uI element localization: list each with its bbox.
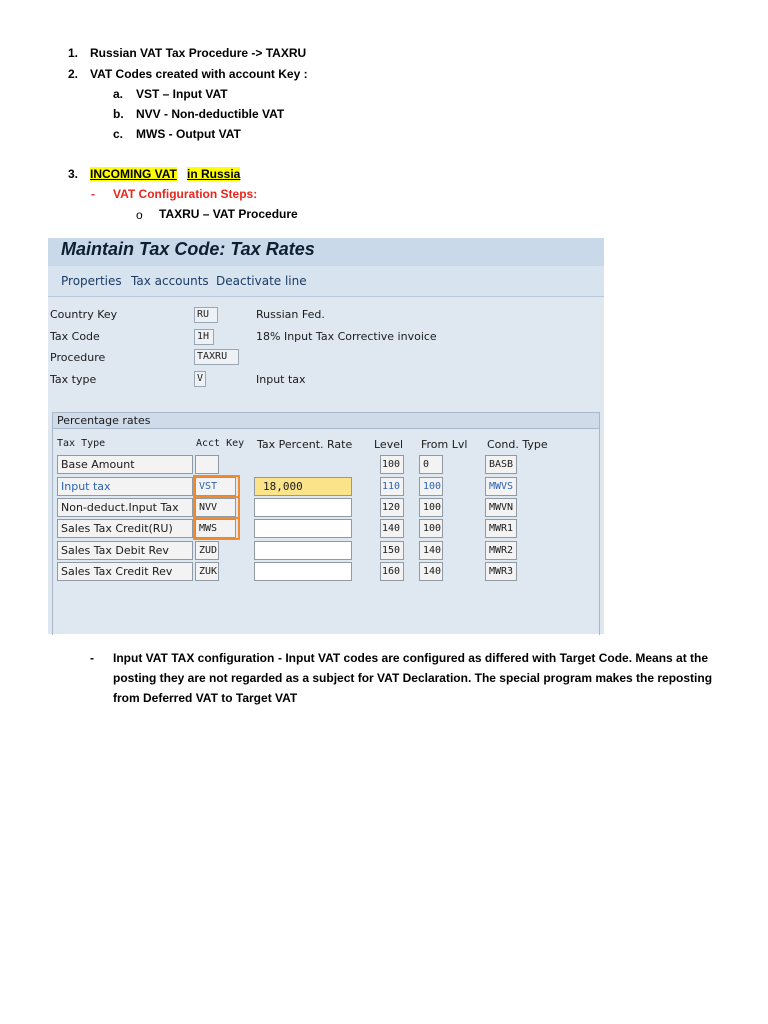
row-level[interactable]: 100 [380,455,404,474]
percentage-rates-group [52,412,600,635]
list-item-1: Russian VAT Tax Procedure -> TAXRU [90,46,307,60]
list-num-3: 3. [68,167,79,181]
row-from-lvl[interactable]: 140 [419,541,443,560]
procedure-label: Procedure [50,351,106,364]
row-acct-key[interactable]: NVV [195,498,236,517]
acct-key-highlight-box [193,496,240,519]
acct-key-highlight-box [193,517,240,540]
tax-type-description: Input tax [256,373,306,386]
row-acct-key[interactable]: ZUD [195,541,219,560]
col-cond-type: Cond. Type [487,438,548,451]
tax-type-field[interactable]: V [194,371,206,387]
bullet-marker: o [136,208,143,222]
tax-accounts-button[interactable]: Tax accounts [131,274,209,288]
tax-percent-rate-input[interactable] [254,541,352,560]
sap-tax-rates-screen [48,238,604,634]
tax-percent-rate-input[interactable] [254,562,352,581]
deactivate-line-button[interactable]: Deactivate line [216,274,307,288]
country-name: Russian Fed. [256,308,325,321]
sublist-item-b: NVV - Non-deductible VAT [136,107,285,121]
properties-button[interactable]: Properties [61,274,122,288]
row-level[interactable]: 110 [380,477,404,496]
group-header [53,413,599,429]
row-cond-type[interactable]: MWR1 [485,519,517,538]
sublist-item-a: VST – Input VAT [136,87,228,101]
row-cond-type[interactable]: MWR2 [485,541,517,560]
sublist-num-a: a. [113,87,124,101]
sublist-num-c: c. [113,127,124,141]
list-num-1: 1. [68,46,79,60]
col-level: Level [374,438,404,451]
row-level[interactable]: 120 [380,498,404,517]
row-tax-type: Sales Tax Credit(RU) [57,519,193,538]
row-cond-type[interactable]: MWVS [485,477,517,496]
country-key-label: Country Key [50,308,118,321]
row-cond-type[interactable]: MWR3 [485,562,517,581]
row-acct-key[interactable]: ZUK [195,562,219,581]
tax-percent-rate-input[interactable] [254,498,352,517]
tax-code-field[interactable]: 1H [194,329,214,345]
bottom-line-2: posting they are not regarded as a subject for VAT Declaration. The special program makes the reposting [113,671,713,685]
group-title: Percentage rates [57,414,151,427]
procedure-field[interactable]: TAXRU [194,349,239,365]
row-level[interactable]: 160 [380,562,404,581]
row-from-lvl[interactable]: 100 [419,498,443,517]
row-acct-key[interactable]: VST [195,477,236,496]
incoming-vat-highlight: INCOMING VAT [90,167,177,181]
sublist-item-c: MWS - Output VAT [136,127,241,141]
row-level[interactable]: 140 [380,519,404,538]
bottom-dash: - [90,651,94,665]
tax-code-description: 18% Input Tax Corrective invoice [256,330,437,343]
country-key-field[interactable]: RU [194,307,218,323]
row-from-lvl[interactable]: 140 [419,562,443,581]
in-russia-highlight: in Russia [187,167,241,181]
tax-code-label: Tax Code [50,330,100,343]
row-from-lvl[interactable]: 100 [419,477,443,496]
bottom-bold-heading: Input VAT TAX configuration [113,651,275,665]
row-tax-type: Sales Tax Debit Rev [57,541,193,560]
config-steps-heading: VAT Configuration Steps: [113,187,258,201]
acct-key-highlight-box [193,475,240,498]
tax-percent-rate-input[interactable]: 18,000 [254,477,352,496]
tax-type-label: Tax type [50,373,97,386]
row-cond-type[interactable]: BASB [485,455,517,474]
screen-title-bar [48,238,604,266]
col-tax-percent: Tax Percent. Rate [257,438,353,451]
row-tax-type: Non-deduct.Input Tax [57,498,193,517]
row-level[interactable]: 150 [380,541,404,560]
row-cond-type[interactable]: MWVN [485,498,517,517]
list-item-2: VAT Codes created with account Key : [90,67,308,81]
col-tax-type: Tax Type [57,438,106,449]
tax-percent-rate-input[interactable] [254,519,352,538]
row-tax-type: Sales Tax Credit Rev [57,562,193,581]
list-num-2: 2. [68,67,79,81]
row-tax-type: Input tax [57,477,193,496]
taxru-procedure-line: TAXRU – VAT Procedure [159,207,298,221]
screen-title: Maintain Tax Code: Tax Rates [61,239,315,259]
col-from-lvl: From Lvl [421,438,468,451]
bottom-line-1: - Input VAT codes are configured as differed with Target Code. Means at the [278,651,709,665]
row-tax-type: Base Amount [57,455,193,474]
config-dash: - [91,187,95,201]
row-from-lvl[interactable]: 100 [419,519,443,538]
row-acct-key[interactable] [195,455,219,474]
application-toolbar [48,266,604,297]
sublist-num-b: b. [113,107,124,121]
bottom-line-3: from Deferred VAT to Target VAT [113,691,298,705]
row-from-lvl[interactable]: 0 [419,455,443,474]
row-acct-key[interactable]: MWS [195,519,236,538]
col-acct-key: Acct Key [196,438,245,449]
